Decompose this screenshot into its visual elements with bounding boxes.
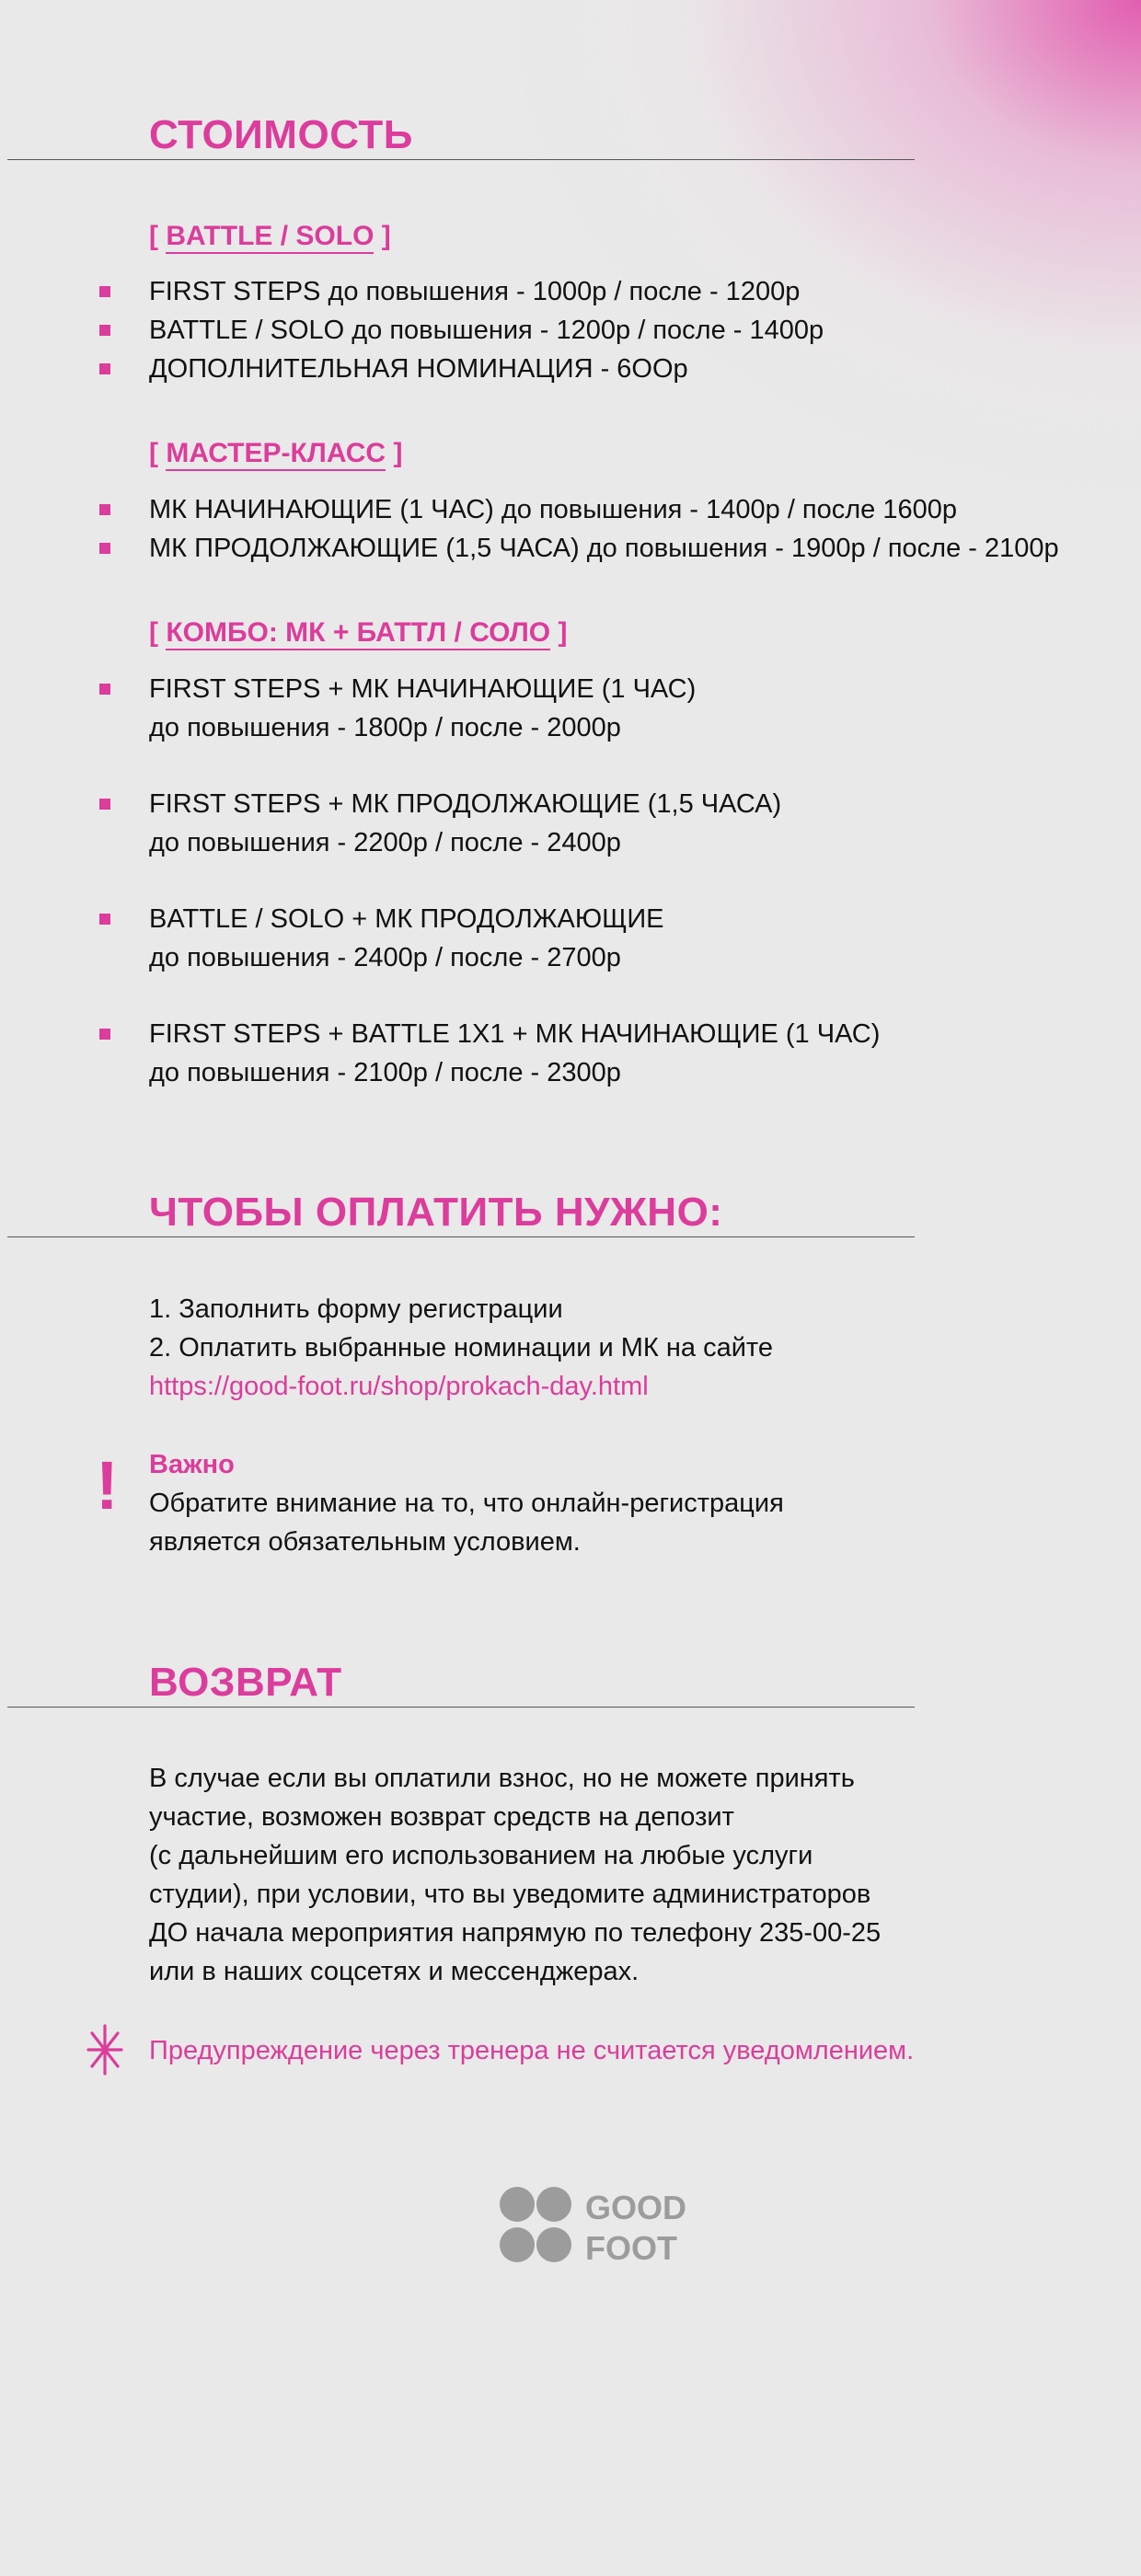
heading-bracket-close: ] [550, 617, 568, 648]
heading-bracket-close: ] [386, 438, 403, 468]
combo-item-title: BATTLE / SOLO + МК ПРОДОЛЖАЮЩИЕ [149, 904, 664, 934]
combo-item-prices: до повышения - 2400р / после - 2700р [149, 943, 621, 972]
square-bullet-icon [99, 325, 110, 336]
battle-solo-heading [149, 223, 391, 250]
combo-item [149, 900, 664, 977]
price-section-title: СТОИМОСТЬ [149, 112, 413, 157]
list-item: МК ПРОДОЛЖАЮЩИЕ (1,5 ЧАСА) до повышения - 1900р / после - 2100р [149, 534, 1059, 563]
combo-item-title: FIRST STEPS + BATTLE 1X1 + МК НАЧИНАЮЩИЕ (1 ЧАС) [149, 1019, 881, 1049]
important-title: Важно [149, 1450, 235, 1479]
combo-item-prices: до повышения - 2100р / после - 2300р [149, 1058, 621, 1087]
list-item: BATTLE / SOLO до повышения - 1200р / после - 1400р [149, 316, 824, 345]
refund-text-line: ДО начала мероприятия напрямую по телефону 235-00-25 [149, 1918, 882, 1948]
heading-bracket-open: [ [149, 438, 167, 468]
good-foot-logo [499, 2182, 687, 2271]
refund-text-line: участие, возможен возврат средств на депозит [149, 1802, 734, 1832]
list-item: FIRST STEPS до повышения - 1000р / после - 1200р [149, 277, 801, 306]
shop-link[interactable]: https://good-foot.ru/shop/prokach-day.html [149, 1372, 649, 1401]
list-item: ДОПОЛНИТЕЛЬНАЯ НОМИНАЦИЯ - 6ООр [149, 354, 688, 384]
square-bullet-icon [99, 684, 110, 695]
combo-item-title: FIRST STEPS + МК ПРОДОЛЖАЮЩИЕ (1,5 ЧАСА) [149, 789, 782, 819]
heading-bracket-close: ] [374, 221, 391, 251]
refund-text-line: (с дальнейшим его использованием на любые услуги [149, 1841, 813, 1870]
refund-section-divider [7, 1707, 915, 1708]
important-text-line: Обратите внимание на то, что онлайн-регистрация [149, 1489, 784, 1518]
square-bullet-icon [99, 543, 110, 554]
combo-item-title: FIRST STEPS + МК НАЧИНАЮЩИЕ (1 ЧАС) [149, 674, 697, 704]
refund-text-line: студии), при условии, что вы уведомите администраторов [149, 1880, 871, 1909]
heading-label: МАСТЕР-КЛАСС [166, 438, 386, 471]
square-bullet-icon [99, 286, 110, 297]
exclamation-icon: ! [96, 1447, 119, 1524]
combo-item [149, 670, 696, 747]
payment-step: 2. Оплатить выбранные номинации и МК на сайте [149, 1333, 773, 1363]
payment-section-title: ЧТОБЫ ОПЛАТИТЬ НУЖНО: [149, 1190, 723, 1235]
important-text-line: является обязательным условием. [149, 1527, 581, 1557]
star-icon [85, 2024, 125, 2076]
logo-text-foot: FOOT [585, 2229, 677, 2267]
combo-item-prices: до повышения - 2200р / после - 2400р [149, 828, 621, 857]
square-bullet-icon [99, 914, 110, 925]
square-bullet-icon [99, 799, 110, 810]
heading-bracket-open: [ [149, 617, 167, 648]
heading-bracket-open: [ [149, 221, 167, 251]
price-section-divider [7, 159, 915, 160]
square-bullet-icon [99, 504, 110, 515]
logo-text-good: GOOD [585, 2189, 687, 2226]
heading-label: BATTLE / SOLO [166, 221, 374, 254]
square-bullet-icon [99, 363, 110, 374]
combo-item [149, 1015, 880, 1092]
square-bullet-icon [99, 1029, 110, 1040]
important-note [149, 1445, 784, 1561]
heading-label: КОМБО: МК + БАТТЛ / СОЛО [166, 617, 550, 650]
payment-section-divider [7, 1236, 915, 1237]
payment-step: 1. Заполнить форму регистрации [149, 1294, 563, 1324]
refund-text-line: или в наших соцсетях и мессенджерах. [149, 1957, 640, 1986]
combo-heading [149, 619, 567, 647]
refund-section-title: ВОЗВРАТ [149, 1660, 342, 1705]
list-item: МК НАЧИНАЮЩИЕ (1 ЧАС) до повышения - 1400р / после 1600р [149, 495, 958, 524]
combo-item-prices: до повышения - 1800р / после - 2000р [149, 713, 621, 742]
combo-item [149, 785, 781, 862]
refund-text [149, 1759, 881, 1991]
master-class-heading [149, 440, 402, 467]
refund-warning: Предупреждение через тренера не считается уведомлением. [149, 2036, 915, 2065]
refund-text-line: В случае если вы оплатили взнос, но не можете принять [149, 1764, 855, 1793]
